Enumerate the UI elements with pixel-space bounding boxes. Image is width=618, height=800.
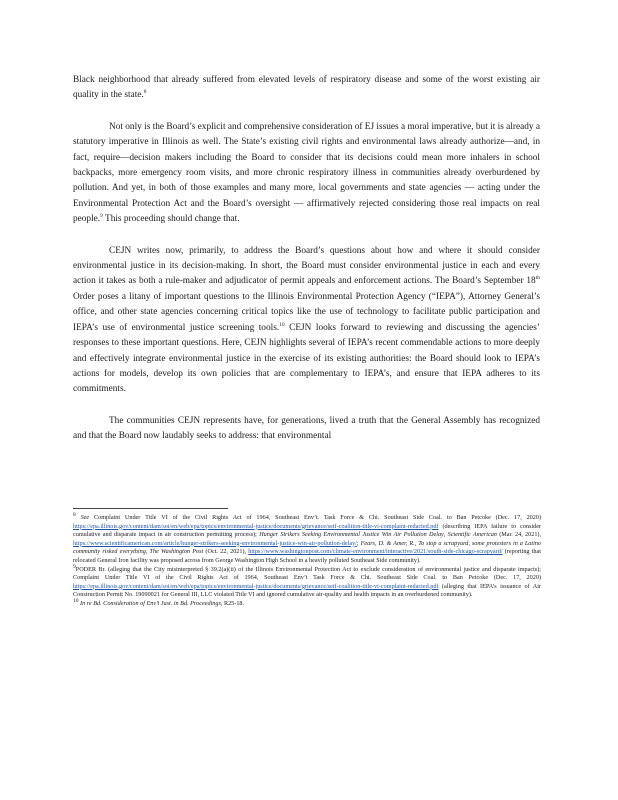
footnote-9-number: 9 [73,563,76,570]
footnote-8-text-7: (reporting that relocated General Iron facility was proposed across from George Washington High School in a heavily polluted Southeast Side community). [73,548,541,564]
footnote-ref-8: 8 [143,89,147,96]
footnote-8-link-2[interactable]: https://www.scientificamerican.com/article/hunger-strikers-seeking-environmental-justice-win-air-pollution-delay/ [73,539,357,547]
footnote-8-text-6: (Oct. 22, 2021), [205,548,247,555]
footnote-8-text-3: , [443,531,446,538]
paragraph-2-tail: This proceeding should change that. [105,214,240,225]
footnote-8-see: See [80,514,90,521]
footnote-9-text-2: (alleging that IEPA’s issuance of Air Construction Permit No. 19090021 for General III, LLC violated Title VI and ignored cumulative air-quality and health impacts in an overburdened community). [73,582,541,598]
footnote-10-text-1: , R25-18. [220,600,245,607]
footnote-8-text-2: (describing IEPA failure to consider cumulative and disparate impact in air construction permitting process); [73,522,541,538]
footnote-8-text-4: (Mar. 24, 2021), [499,531,542,538]
paragraph-3-text-c: CEJN looks forward to reviewing and discussing the agencies’ responses to these important questions. Here, CEJN highlights several of IEPA’s recent commendable actions to more deeply and effectively integrate environmental justice in the exercise of its existing authorities: the Board should look to IEPA’s actions for models, develop its own policies that are complementary to IEPA’s, and ensure that IEPA adheres to its commitments. [73,322,541,395]
footnote-8-number: 8 [73,511,76,518]
ordinal-suffix: th [535,275,540,282]
paragraph-4-text: The communities CEJN represents have, for generations, lived a truth that the General Assembly has recognized and that the Board now laudably seeks to address: that environmental [73,415,540,442]
paragraph-2 [73,120,540,228]
paragraph-3 [73,244,540,398]
footnote-separator [73,508,228,509]
paragraph-4 [73,414,540,445]
footnote-8 [73,511,542,565]
footnotes [73,511,542,609]
footnote-8-italic-3: Fears, D. & Amer, R., To stop a scrapyard, some protesters in a Latino community risked everything, The Washington Post [73,539,542,555]
footnote-9-text-1: PODER Br. (alleging that the City misinterpreted § 39.2(a)(ii) of the Illinois Environmental Protection Act to exclude consideration of environmental justice and disparate impacts); Complaint Under Title VI of the Civil Rights Act of 1964, Southeast Env’t Task Force & Chi. Southeast Side Coal. to Ban Petcoke (Dec. 17, 2020) [73,565,541,581]
footnote-10 [73,597,541,609]
footnote-8-italic-1: Hunger Strikers Seeking Environmental Justice Win Air Pollution Delay [259,531,444,538]
paragraph-1 [73,73,540,104]
footnote-8-text-1: Complaint Under Title VI of the Civil Rights Act of 1964, Southeast Env’t. Task Force & Chi. Southeast Side Coal. to Ban Petcoke (Dec. 17, 2020) [93,514,541,521]
footnote-8-text-5: ; [356,539,359,547]
footnote-10-number: 10 [73,597,79,604]
footnote-ref-9: 9 [100,213,103,220]
footnote-8-italic-2: Scientific American [447,531,497,538]
footnote-8-link-1[interactable]: https://epa.illinois.gov/content/dam/soi/en/web/epa/topics/environmental-justice/documents/grievance/setf-coalition-title-vi-complaint-redacted.pdf [73,522,439,530]
footnote-9 [73,563,541,600]
paragraph-3-text-b: Order poses a litany of important questions to the Illinois Environmental Protection Agency (“IEPA”), Attorney General’s office, and other state agencies concerning critical topics like the use of technology to facilitate public participation and IEPA’s use of environmental justice screening tools. [73,291,540,333]
footnote-8-link-3[interactable]: https://www.washingtonpost.com/climate-environment/interactive/2021/south-side-chicago-scrapyard/ [248,548,503,555]
paragraph-1-text: Black neighborhood that already suffered from elevated levels of respiratory disease and some of the worst existing air quality in the state. [73,75,540,101]
paragraph-3-text-a: CEJN writes now, primarily, to address the Board’s questions about how and where it should consider environmental justice in its decision-making. In short, the Board must consider environmental justice in each and every action it takes as both a rule-maker and adjudicator of permit appeals and enforcement actions. The Board’s September 18 [73,245,540,287]
footnote-9-link-1[interactable]: https://epa.illinois.gov/content/dam/soi/en/web/epa/topics/environmental-justice/documents/grievance/setf-coalition-title-vi-complaint-redacted.pdf [73,582,439,590]
body-text [73,73,540,461]
paragraph-2-text: Not only is the Board’s explicit and comprehensive consideration of EJ issues a moral imperative, but it is already a statutory imperative in Illinois as well. The State’s existing civil rights and environmental laws already authorize—and, in fact, require—decision makers including the Board to consider that its decisions could mean more inhalers in school backpacks, more emergency room visits, and more chronic respiratory illness in communities already overburdened by pollution. And yet, in both of those examples and many more, local governments and state agencies — acting under the Environmental Protection Act and the Board’s oversight — affirmatively rejected considering those real impacts on real people. [73,121,540,225]
footnote-ref-10: 10 [279,321,285,328]
footnote-10-italic-1: In re Bd. Consideration of Env’t Just. in Bd. Proceedings [80,600,221,607]
